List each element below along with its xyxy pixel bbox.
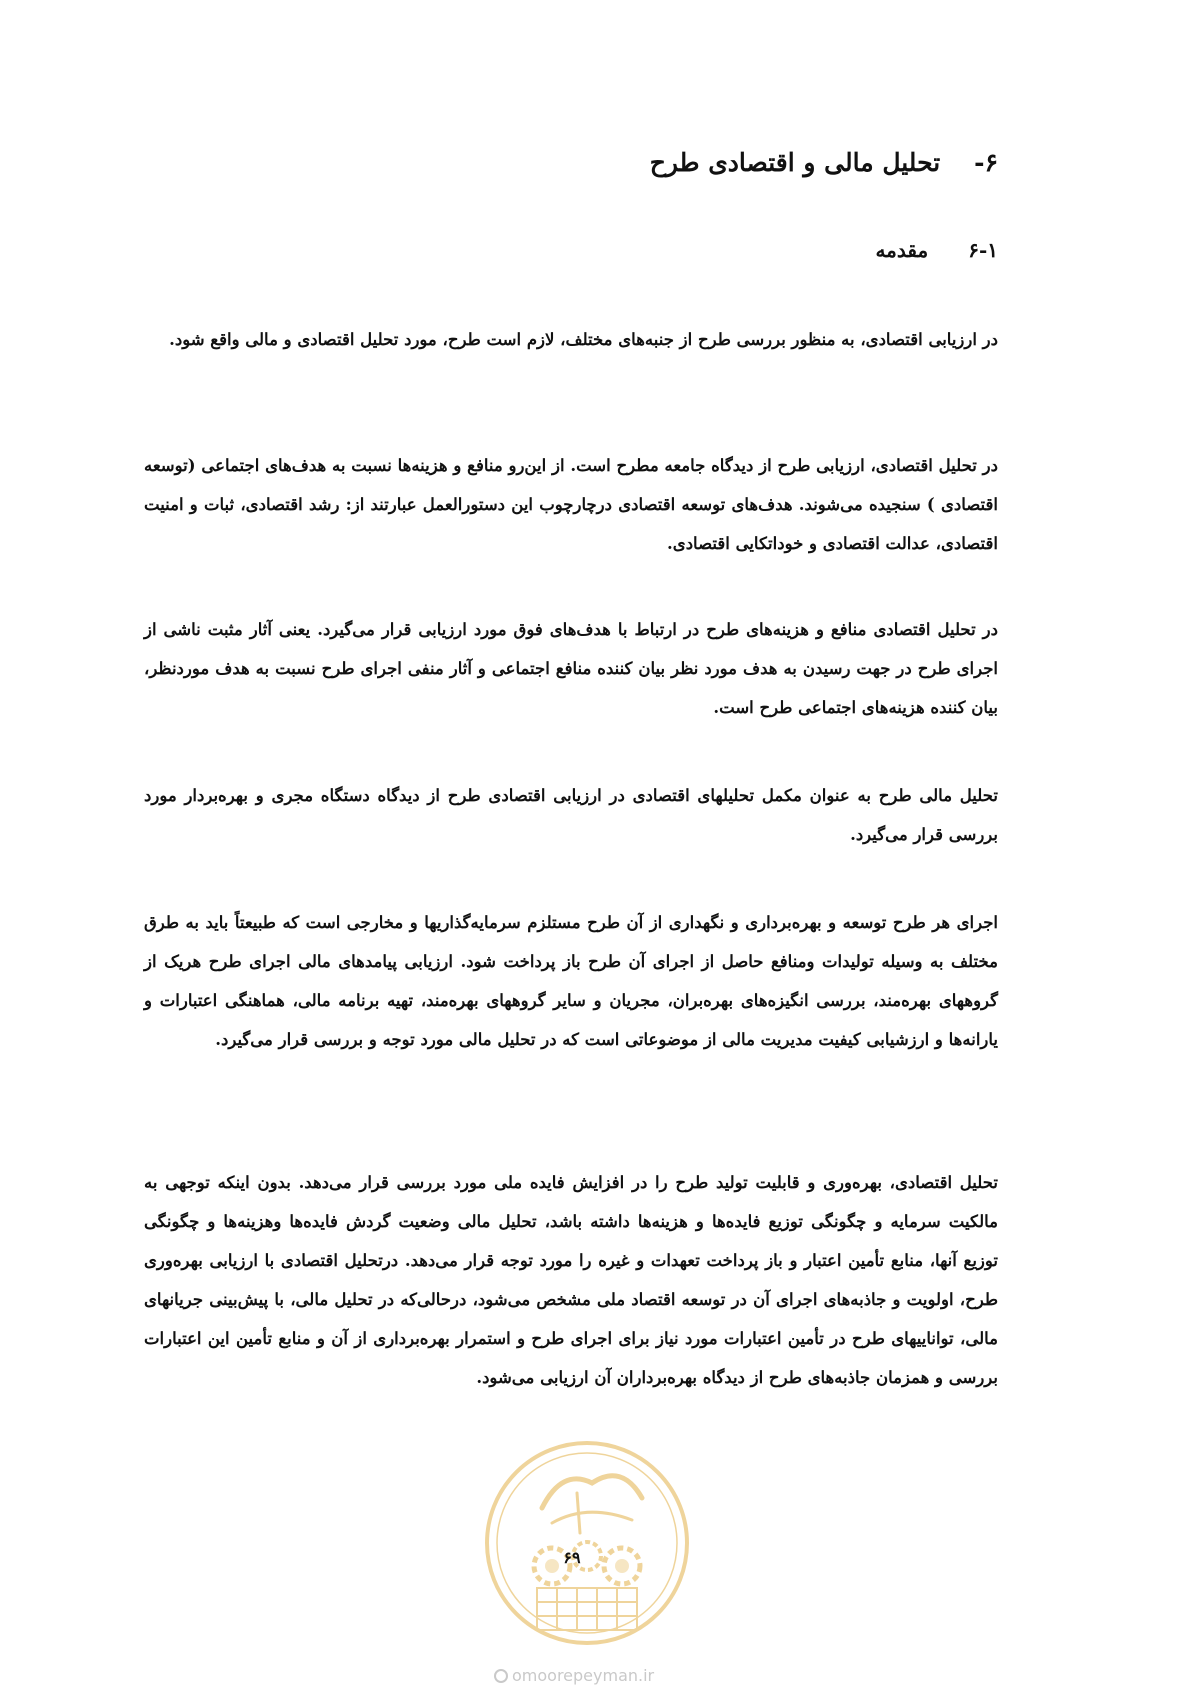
- subsection-title: مقدمه: [875, 238, 929, 262]
- section-title: تحلیل مالی و اقتصادی طرح: [649, 148, 941, 177]
- paragraph-2: در تحلیل اقتصادی، ارزیابی طرح از دیدگاه جامعه مطرح است. از این‌رو منافع و هزینه‌ها نسبت به هدف‌های اجتماعی (توسعه اقتصادی ) سنجیده می‌شوند. هدف‌های توسعه اقتصادی درچارچوب این دستورالعمل عبارتند از: رشد اقتصادی، ثبات و امنیت اقتصادی، عدالت اقتصادی و خوداتکایی اقتصادی.: [144, 456, 998, 553]
- watermark-url-text: omoorepeyman.ir: [512, 1666, 655, 1685]
- watermark-logo: [482, 1438, 692, 1648]
- paragraph-6: تحلیل اقتصادی، بهره‌وری و قابلیت تولید طرح را در افزایش فایده ملی مورد بررسی قرار می‌دهد. بدون اینکه توجهی به مالکیت سرمایه و چگونگی توزیع فایده‌ها و هزینه‌ها داشته باشد، تحلیل مالی وضعیت گردش فایده‌ها وهزینه‌ها و چگونگی توزیع آنها، منابع تأمین اعتبار و باز پرداخت تعهدات و غیره را مورد توجه قرار می‌دهد. درتحلیل اقتصادی با ارزیابی بهره‌وری طرح، اولویت و جاذبه‌های اجرای آن در توسعه اقتصاد ملی مشخص می‌شود، درحالی‌که در تحلیل مالی، با پیش‌بینی جریانهای مالی، تواناییهای طرح در تأمین اعتبارات مورد نیاز برای اجرای طرح و استمرار بهره‌برداری از آن و منابع تأمین این اعتبارات بررسی و همزمان جاذبه‌های طرح از دیدگاه بهره‌برداران آن ارزیابی می‌شود.: [144, 1173, 998, 1387]
- section-heading: [650, 148, 998, 177]
- paragraph-5: اجرای هر طرح توسعه و بهره‌برداری و نگهداری از آن طرح مستلزم سرمایه‌گذاریها و مخارجی است که طبیعتاً باید به طرق مختلف به وسیله تولیدات ومنافع حاصل از اجرای آن طرح باز پرداخت شود. ارزیابی پیامدهای مالی اجرای طرح هریک از گروههای بهره‌مند، بررسی انگیزه‌های بهره‌بران، مجریان و سایر گروههای بهره‌مند، تهیه برنامه مالی، هماهنگی اعتبارات و یارانه‌ها و ارزشیابی کیفیت مدیریت مالی از موضوعاتی است که در تحلیل مالی مورد توجه و بررسی قرار می‌گیرد.: [144, 913, 998, 1049]
- paragraph-1: در ارزیابی اقتصادی، به منظور بررسی طرح از جنبه‌های مختلف، لازم است طرح، مورد تحلیل اقتصادی و مالی واقع شود.: [169, 330, 998, 349]
- paragraph-3: در تحلیل اقتصادی منافع و هزینه‌های طرح در ارتباط با هدف‌های فوق مورد ارزیابی قرار می‌گیرد. یعنی آثار مثبت ناشی از اجرای طرح در جهت رسیدن به هدف مورد نظر بیان کننده منافع اجتماعی و آثار منفی اجرای طرح نسبت به هدف موردنظر، بیان کننده هزینه‌های اجتماعی طرح است.: [144, 620, 998, 717]
- paragraph-4: تحلیل مالی طرح به عنوان مکمل تحلیلهای اقتصادی در ارزیابی اقتصادی طرح از دیدگاه دستگاه مجری و بهره‌بردار مورد بررسی قرار می‌گیرد.: [144, 786, 998, 844]
- subsection-heading: [875, 238, 998, 262]
- globe-icon: [494, 1669, 508, 1683]
- page-number: ۶۹: [563, 1548, 581, 1567]
- subsection-number: ۶-۱: [968, 238, 998, 262]
- section-number: ۶-: [974, 148, 998, 177]
- watermark-url: [494, 1668, 654, 1684]
